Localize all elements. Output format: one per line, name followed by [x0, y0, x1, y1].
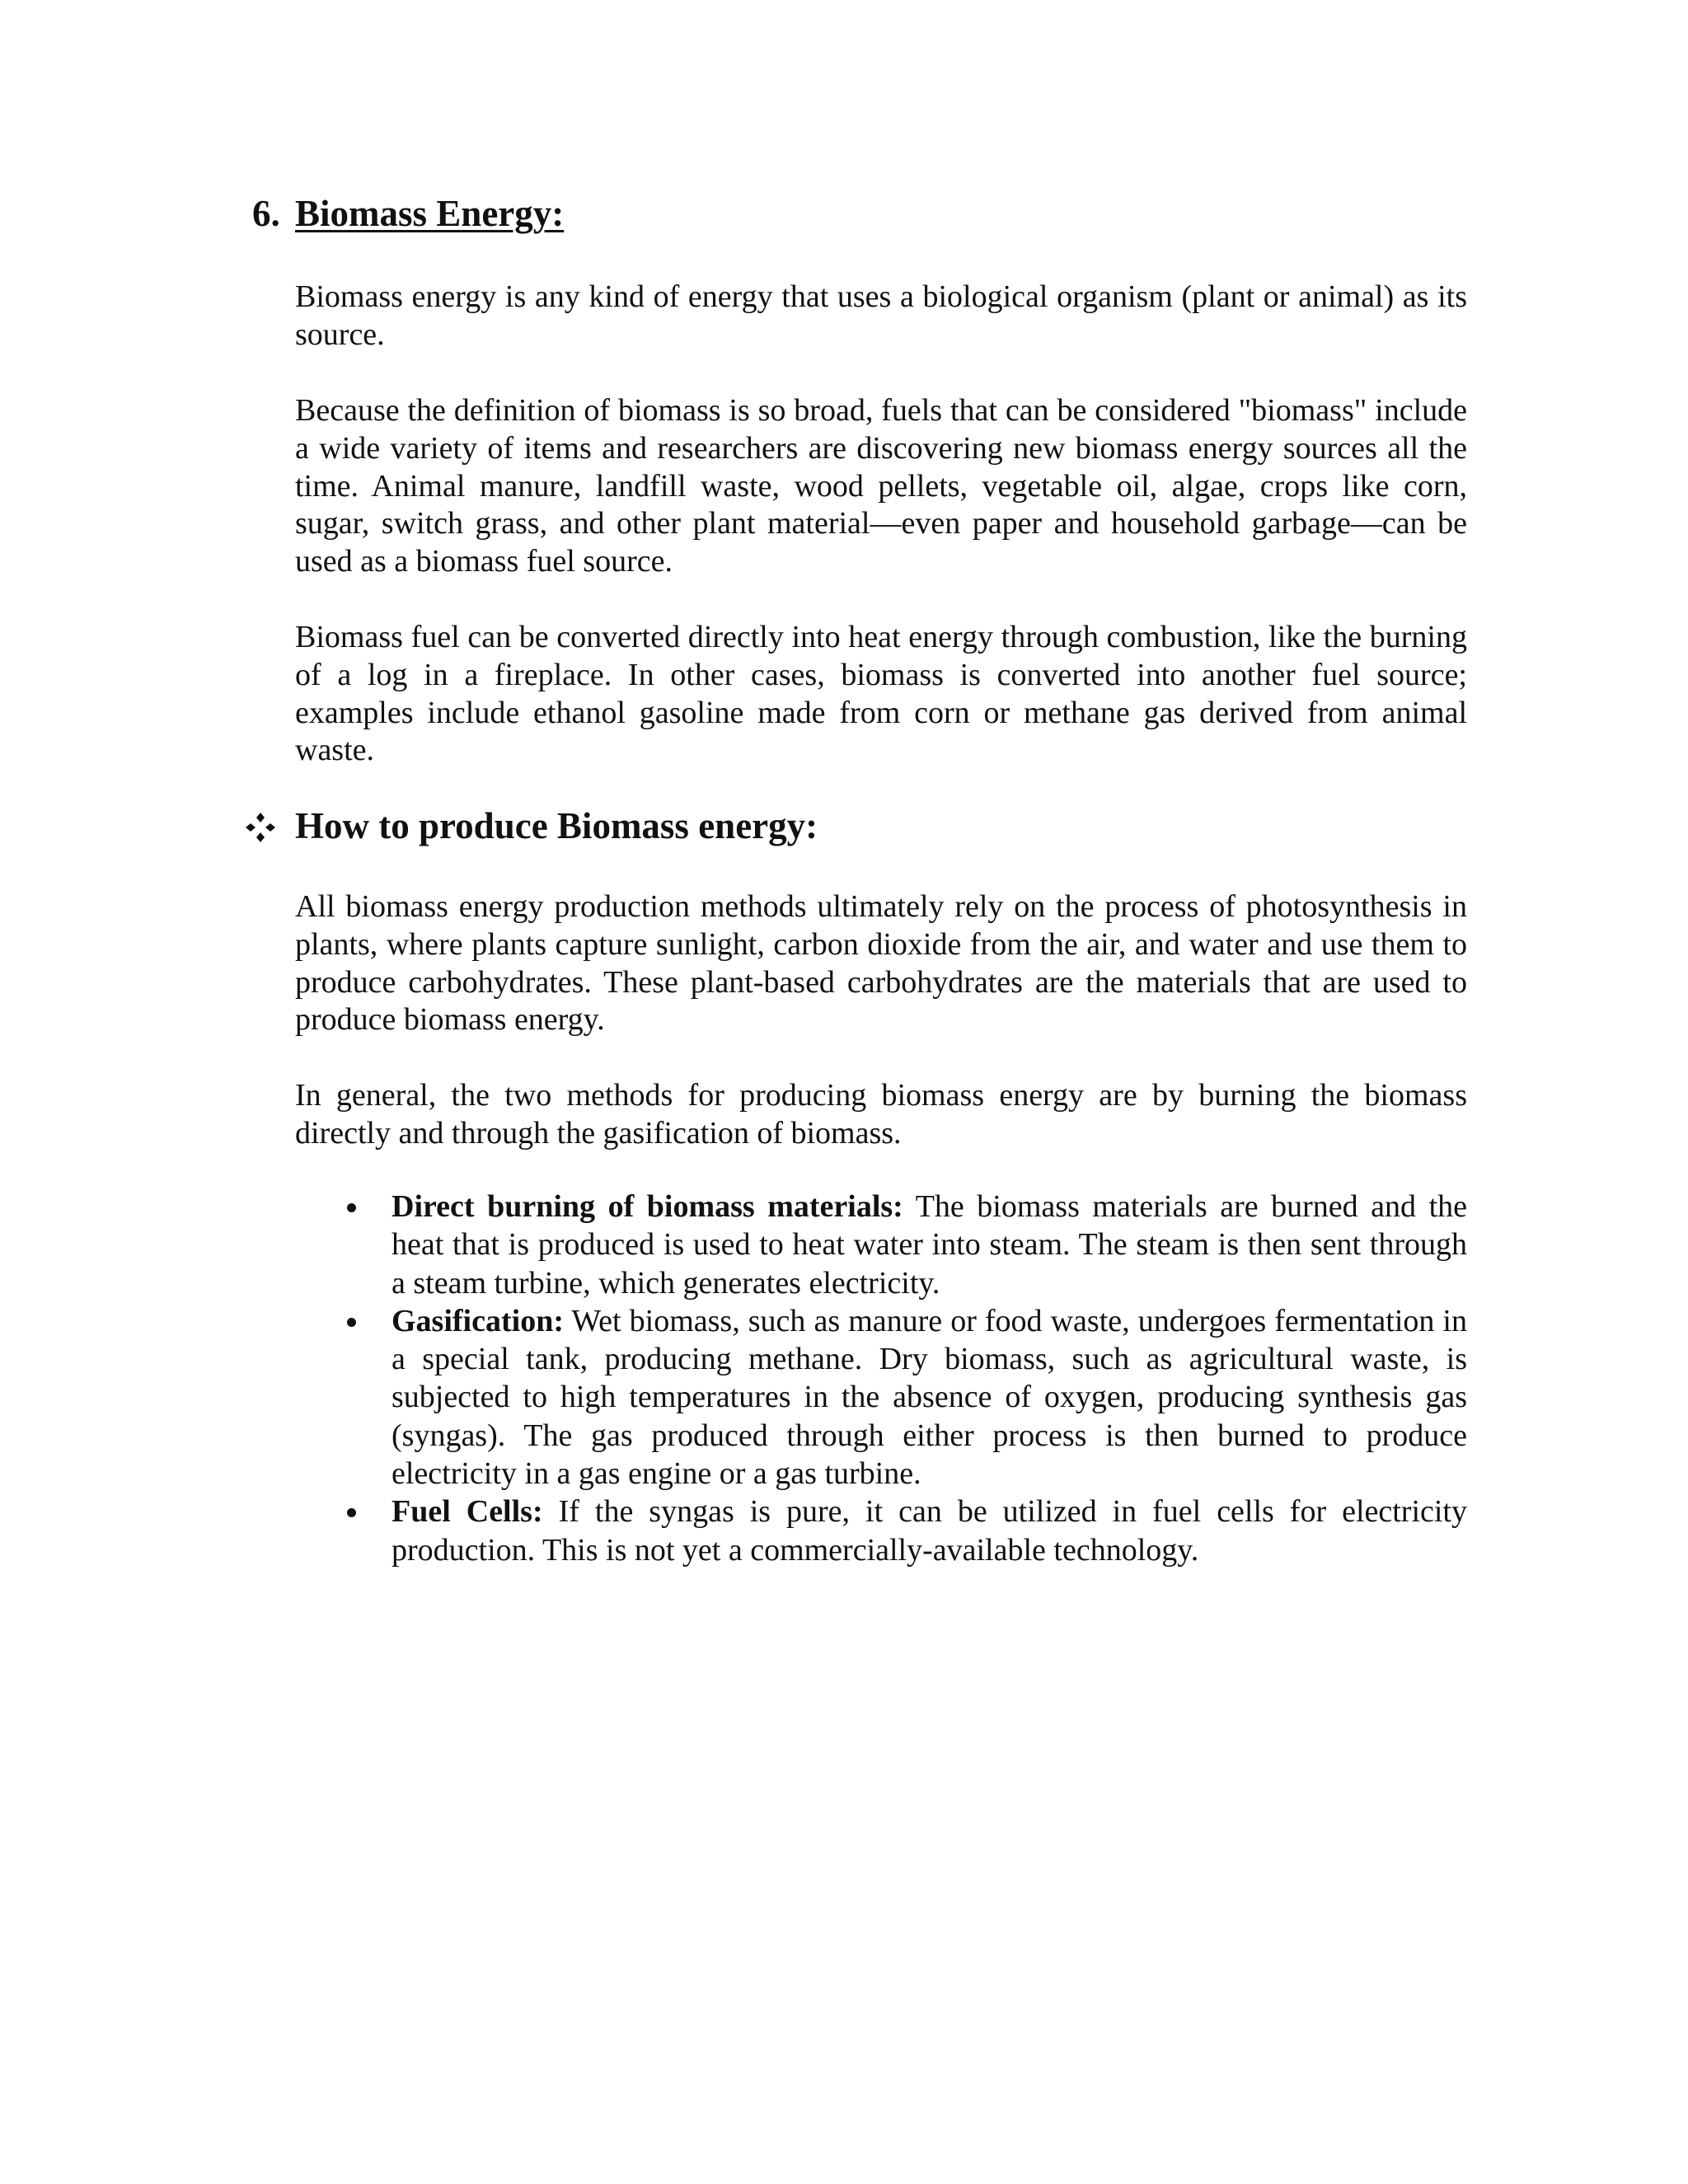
paragraph-fuel-sources: Because the definition of biomass is so broad, fuels that can be considered "biomass" include a wide variety of items and researchers are discovering new biomass energy sources all the time. Animal manure, landfill waste, wood pellets, vegetable oil, algae, crops like corn, sugar, switch grass, and other plant material—even paper and household garbage—can be used as a biomass fuel source. — [295, 393, 1467, 579]
list-item-text: If the syngas is pure, it can be utilized in fuel cells for electricity production. This is not yet a commercially-available technology. — [392, 1494, 1467, 1568]
bullet-dot-icon — [347, 1203, 356, 1212]
subsection-heading — [244, 804, 818, 848]
four-diamond-bullet-icon — [244, 809, 295, 842]
section-heading — [252, 191, 564, 236]
methods-list — [295, 1188, 1467, 1569]
subsection-title: How to produce Biomass energy: — [295, 805, 818, 846]
list-item-text: Wet biomass, such as manure or food waste, undergoes fermentation in a special tank, producing methane. Dry biomass, such as agricultural waste, is subjected to high temperatures in the absence of oxygen, producing synthesis gas (syngas). The gas produced through either process is then burned to produce electricity in a gas engine or a gas turbine. — [392, 1303, 1467, 1492]
list-item-text: The biomass materials are burned and the heat that is produced is used to heat water into steam. The steam is then sent through a steam turbine, which generates electricity. — [392, 1189, 1468, 1301]
list-item — [295, 1493, 1467, 1569]
paragraph-photosynthesis: All biomass energy production methods ultimately rely on the process of photosynthesis in plants, where plants capture sunlight, carbon dioxide from the air, and water and use them to produce carbohydrates. These plant-based carbohydrates are the materials that are used to produce biomass energy. — [295, 889, 1467, 1038]
list-item-term: Fuel Cells: — [392, 1494, 543, 1530]
bullet-dot-icon — [347, 1318, 356, 1327]
list-item-term: Gasification: — [392, 1303, 564, 1338]
paragraph-definition: Biomass energy is any kind of energy that uses a biological organism (plant or animal) as its source. — [295, 279, 1467, 352]
paragraph-two-methods: In general, the two methods for producing biomass energy are by burning the biomass directly and through the gasification of biomass. — [295, 1078, 1467, 1151]
section-number: 6. — [252, 193, 280, 234]
list-item — [295, 1188, 1467, 1302]
list-item — [295, 1302, 1467, 1493]
section-title: Biomass Energy: — [295, 193, 565, 234]
bullet-dot-icon — [347, 1508, 356, 1517]
paragraph-conversion: Biomass fuel can be converted directly into heat energy through combustion, like the burning of a log in a fireplace. In other cases, biomass is converted into another fuel source; examples include ethanol gasoline made from corn or methane gas derived from animal waste. — [295, 620, 1467, 768]
list-item-term: Direct burning of biomass materials: — [392, 1189, 903, 1224]
